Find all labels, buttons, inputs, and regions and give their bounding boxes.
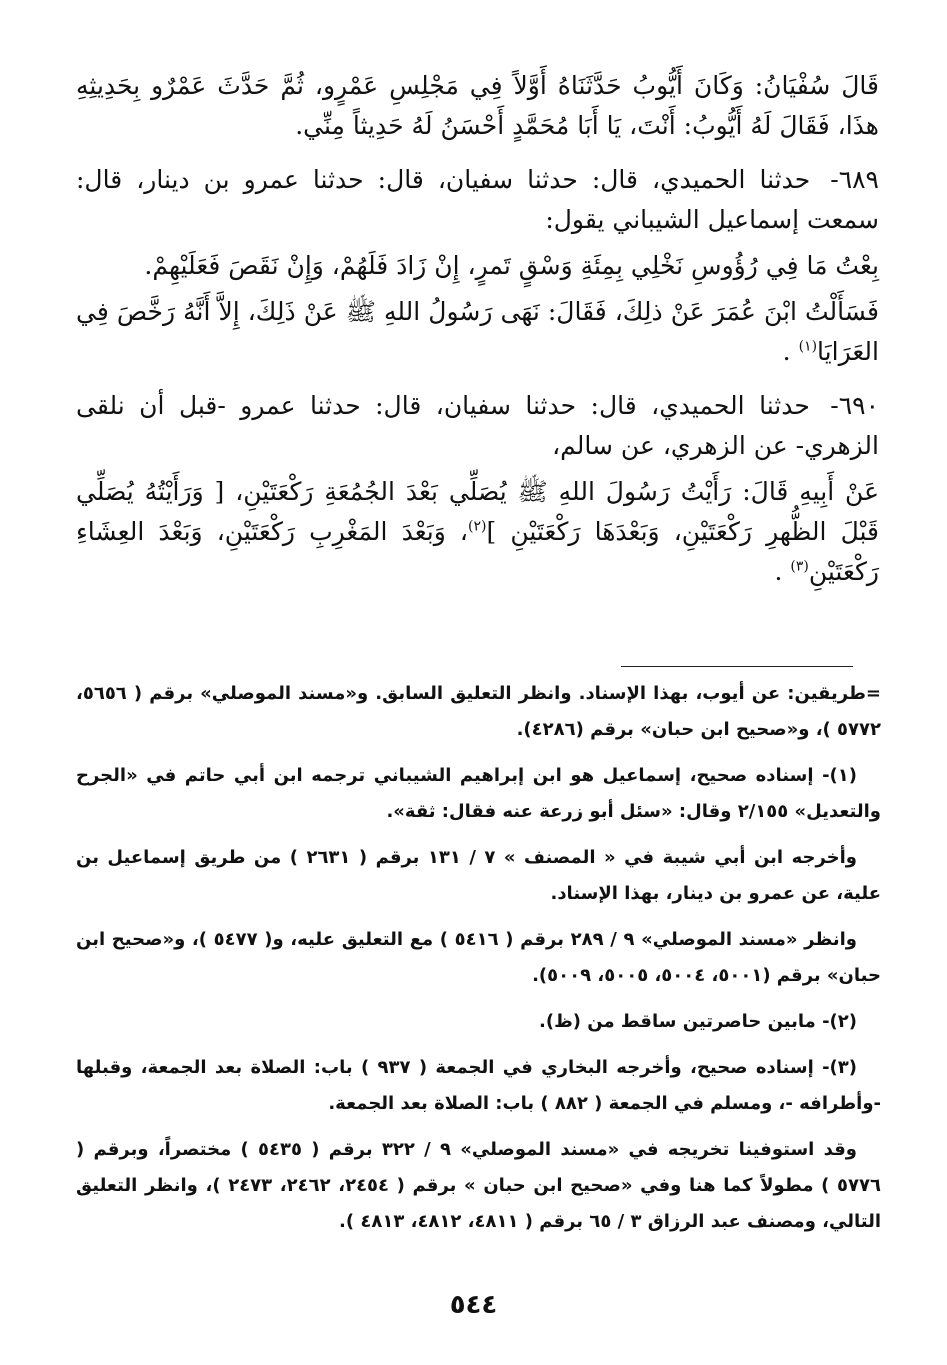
footnote-separator (621, 666, 853, 667)
hadith-690-matn-a: عَنْ أَبِيهِ قَالَ: رَأَيْتُ رَسُولَ اللهِ ﷺ يُصَلِّي بَعْدَ الجُمُعَةِ رَكْعَتَيْنِ، [ وَرَأَيْتُهُ يُصَلِّي قَبْلَ الظُّهرِ رَكْعَتَيْنِ، وَبَعْدَهَا رَكْعَتَيْنِ ] (76, 477, 879, 546)
footnote-1: (١)- إسناده صحيح، إسماعيل هو ابن إبراهيم الشيباني ترجمه ابن أبي حاتم في «الجرح والتعديل» ٢/١٥٥ وقال: «سئل أبو زرعة عنه فقال: ثقة». (76, 765, 881, 822)
footnote-3-takhrij: وقد استوفينا تخريجه في «مسند الموصلي» ٩ / ٣٢٢ برقم ( ٥٤٣٥ ) مختصراً، وبرقم ( ٥٧٧٦ ) مطولاً كما هنا وفي «صحيح ابن حبان » برقم ( ٢٤٥٤، ٢٤٦٢، ٢٤٧٣ )، وانظر التعليق التالي، ومصنف عبد الرزاق ٣ / ٦٥ برقم ( ٤٨١١، ٤٨١٢، ٤٨١٣ ). (76, 1139, 881, 1232)
hadith-690-matn (76, 472, 879, 592)
intro-text: قَالَ سُفْيَانُ: وَكَانَ أَيُّوبُ حَدَّثَنَاهُ أَوَّلاً فِي مَجْلِسِ عَمْرٍو، ثُمَّ حَدَّثَ عَمْرٌو بِحَدِيثِهِ هذَا، فَقَالَ لَهُ أَيُّوبُ: أَنْتَ، يَا أَبَا مُحَمَّدٍ أَحْسَنُ لَهُ حَدِيثاً مِنِّي. (76, 71, 879, 140)
hadith-690-isnad (76, 386, 879, 466)
hadith-689-isnad (76, 160, 879, 240)
hadith-689-matn-2 (76, 292, 879, 372)
hadith-689-matn-1-text: بِعْتُ مَا فِي رُؤُوسِ نَخْلِي بِمِئَةِ وَسْقٍ تَمرٍ، إِنْ زَادَ فَلَهُمْ، وَإِنْ نَقَصَ فَعَلَيْهِمْ. (144, 251, 879, 280)
end-period: . (782, 337, 791, 366)
footnote-ref-3: (٣) (790, 558, 809, 575)
footnotes (76, 676, 881, 1250)
footnote-1-source: وأخرجه ابن أبي شيبة في « المصنف » ٧ / ١٣١ برقم ( ٢٦٣١ ) من طريق إسماعيل بن علية، عن عمرو بن دينار، بهذا الإسناد. (76, 847, 881, 904)
footnote-continued: =طريقين: عن أيوب، بهذا الإسناد. وانظر التعليق السابق. و«مسند الموصلي» برقم ( ٥٦٥٦، ٥٧٧٢ )، و«صحيح ابن حبان» برقم (٤٢٨٦). (76, 683, 881, 740)
main-text (76, 66, 879, 592)
footnote-ref-1: (١) (798, 338, 818, 355)
hadith-689-number: ٦٨٩- (830, 165, 879, 194)
footnote-2: (٢)- مابين حاصرتين ساقط من (ظ). (539, 1011, 857, 1032)
footnote-3: (٣)- إسناده صحيح، وأخرجه البخاري في الجمعة ( ٩٣٧ ) باب: الصلاة بعد الجمعة، وقبلها -وأطرافه -، ومسلم في الجمعة ( ٨٨٢ ) باب: الصلاة بعد الجمعة. (76, 1057, 881, 1114)
footnote-ref-2: (٢) (468, 518, 487, 535)
end-period: . (774, 557, 783, 586)
hadith-689-matn-1 (76, 246, 879, 286)
intro-paragraph (76, 66, 879, 146)
hadith-689-isnad-text: حدثنا الحميدي، قال: حدثنا سفيان، قال: حدثنا عمرو بن دينار، قال: سمعت إسماعيل الشيباني يقول: (76, 165, 879, 234)
footnote-1-see-also: وانظر «مسند الموصلي» ٩ / ٢٨٩ برقم ( ٥٤١٦ ) مع التعليق عليه، و( ٥٤٧٧ )، و«صحيح ابن حبان» برقم (٥٠٠١، ٥٠٠٤، ٥٠٠٥، ٥٠٠٩). (76, 929, 881, 986)
hadith-690-isnad-text: حدثنا الحميدي، قال: حدثنا سفيان، قال: حدثنا عمرو -قبل أن نلقى الزهري- عن الزهري، عن سالم، (76, 391, 879, 460)
hadith-689-matn-2-text: فَسَأَلْتُ ابْنَ عُمَرَ عَنْ ذلِكَ، فَقَالَ: نَهَى رَسُولُ اللهِ ﷺ عَنْ ذَلِكَ، إِلاَّ أَنَّهُ رَخَّصَ فِي العَرَايَا (76, 297, 879, 366)
page-number: ٥٤٤ (449, 1290, 498, 1320)
hadith-690-number: ٦٩٠- (830, 391, 880, 420)
hadith-690-matn-b: ، وَبَعْدَ المَغْرِبِ رَكْعَتَيْنِ، وَبَعْدَ العِشَاءِ رَكْعَتَيْنِ (76, 517, 879, 586)
